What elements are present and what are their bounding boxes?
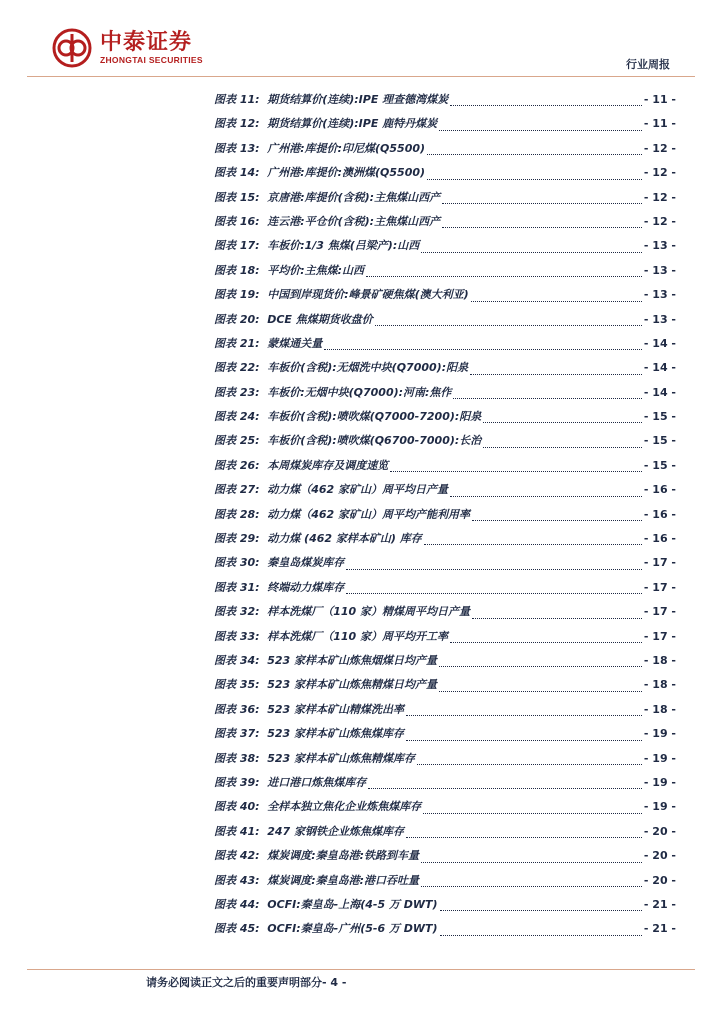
toc-entry[interactable] — [214, 530, 676, 554]
toc-entry-page: - 15 - — [643, 434, 676, 448]
toc-entry-label: 图表 31: — [214, 580, 260, 594]
toc-entry-title: 车板价:无烟中块(Q7000):河南:焦作 — [267, 385, 452, 399]
toc-entry-page: - 17 - — [643, 629, 676, 643]
toc-entry-page: - 20 - — [643, 849, 676, 863]
toc-entry-label: 图表 23: — [214, 385, 260, 399]
toc-entry[interactable] — [214, 286, 676, 310]
toc-entry[interactable] — [214, 140, 676, 164]
logo-chinese-name: 中泰证券 — [100, 29, 193, 55]
toc-entry-title: 523 家样本矿山炼焦精煤库存 — [267, 751, 416, 765]
toc-dot-leader — [483, 447, 642, 448]
table-of-figures — [214, 91, 676, 945]
toc-entry-label: 图表 37: — [214, 727, 260, 741]
toc-entry-spacer — [260, 654, 268, 667]
toc-dot-leader — [427, 179, 642, 180]
toc-entry-label: 图表 13: — [214, 141, 260, 155]
toc-entry-spacer — [260, 556, 268, 569]
toc-entry-page: - 12 - — [643, 214, 676, 228]
toc-entry[interactable] — [214, 579, 676, 603]
toc-entry-spacer — [260, 459, 268, 472]
toc-entry[interactable] — [214, 311, 676, 335]
toc-entry[interactable] — [214, 823, 676, 847]
toc-entry[interactable] — [214, 798, 676, 822]
toc-entry-page: - 21 - — [643, 897, 676, 911]
toc-entry[interactable] — [214, 164, 676, 188]
toc-entry[interactable] — [214, 701, 676, 725]
toc-entry-page: - 17 - — [643, 580, 676, 594]
toc-entry-label: 图表 40: — [214, 800, 260, 814]
toc-entry-title: 样本洗煤厂（110 家）精煤周平均日产量 — [267, 605, 471, 619]
toc-entry[interactable] — [214, 603, 676, 627]
toc-entry-spacer — [260, 727, 268, 740]
toc-entry-page: - 21 - — [643, 922, 676, 936]
toc-dot-leader — [346, 593, 642, 594]
toc-entry-page: - 17 - — [643, 605, 676, 619]
toc-entry-spacer — [260, 215, 268, 228]
toc-entry-page: - 20 - — [643, 824, 676, 838]
toc-entry[interactable] — [214, 262, 676, 286]
toc-entry-title: 523 家样本矿山炼焦精煤日均产量 — [267, 678, 438, 692]
toc-dot-leader — [472, 618, 642, 619]
toc-entry-page: - 18 - — [643, 702, 676, 716]
toc-entry[interactable] — [214, 384, 676, 408]
toc-entry-title: 期货结算价(连续):IPE 鹿特丹煤炭 — [267, 117, 438, 131]
toc-entry-page: - 19 - — [643, 775, 676, 789]
toc-entry[interactable] — [214, 554, 676, 578]
footer-notice: 请务必阅读正文之后的重要声明部分- 4 - — [146, 976, 347, 989]
toc-entry[interactable] — [214, 725, 676, 749]
toc-entry-page: - 14 - — [643, 385, 676, 399]
toc-dot-leader — [439, 666, 642, 667]
toc-entry-page: - 13 - — [643, 239, 676, 253]
toc-entry-title: 523 家样本矿山炼焦烟煤日均产量 — [267, 653, 438, 667]
toc-dot-leader — [368, 788, 642, 789]
toc-dot-leader — [375, 325, 642, 326]
toc-entry-title: 样本洗煤厂（110 家）周平均开工率 — [267, 629, 449, 643]
toc-dot-leader — [471, 301, 642, 302]
toc-entry-label: 图表 16: — [214, 214, 260, 228]
toc-entry-label: 图表 43: — [214, 873, 260, 887]
toc-entry[interactable] — [214, 847, 676, 871]
toc-entry-spacer — [260, 264, 268, 277]
toc-entry-title: 平均价:主焦煤:山西 — [267, 263, 365, 277]
toc-dot-leader — [439, 130, 642, 131]
toc-entry-title: 247 家钢铁企业炼焦煤库存 — [267, 824, 405, 838]
toc-entry[interactable] — [214, 432, 676, 456]
toc-entry-spacer — [260, 532, 268, 545]
toc-entry-label: 图表 36: — [214, 702, 260, 716]
toc-entry-title: 523 家样本矿山精煤洗出率 — [267, 702, 405, 716]
toc-entry-page: - 13 - — [643, 263, 676, 277]
toc-entry-title: DCE 焦煤期货收盘价 — [267, 312, 373, 326]
toc-dot-leader — [424, 544, 642, 545]
toc-entry-spacer — [260, 434, 268, 447]
toc-entry-label: 图表 14: — [214, 166, 260, 180]
toc-entry-title: 全样本独立焦化企业炼焦煤库存 — [267, 800, 422, 814]
toc-entry[interactable] — [214, 896, 676, 920]
toc-entry-page: - 15 - — [643, 410, 676, 424]
toc-entry-page: - 18 - — [643, 678, 676, 692]
toc-dot-leader — [472, 520, 642, 521]
toc-entry-page: - 12 - — [643, 166, 676, 180]
toc-entry[interactable] — [214, 91, 676, 115]
toc-dot-leader — [483, 422, 642, 423]
toc-entry-label: 图表 32: — [214, 605, 260, 619]
toc-entry-title: 523 家样本矿山炼焦煤库存 — [267, 727, 405, 741]
toc-dot-leader — [450, 105, 642, 106]
toc-entry-page: - 14 - — [643, 361, 676, 375]
toc-dot-leader — [406, 740, 642, 741]
toc-dot-leader — [421, 886, 642, 887]
toc-entry-label: 图表 41: — [214, 824, 260, 838]
toc-entry[interactable] — [214, 408, 676, 432]
toc-entry-title: 动力煤（462 家矿山）周平均日产量 — [267, 483, 449, 497]
logo-english-name: ZHONGTAI SECURITIES — [100, 54, 203, 65]
toc-entry[interactable] — [214, 750, 676, 774]
toc-dot-leader — [406, 715, 642, 716]
toc-entry-spacer — [260, 825, 268, 838]
toc-entry-title: 煤炭调度:秦皇岛港:港口吞吐量 — [267, 873, 420, 887]
toc-entry-page: - 13 - — [643, 312, 676, 326]
toc-entry-label: 图表 45: — [214, 922, 260, 936]
toc-entry-title: 动力煤（462 家矿山）周平均产能利用率 — [267, 507, 471, 521]
toc-dot-leader — [450, 642, 642, 643]
toc-dot-leader — [417, 764, 642, 765]
toc-dot-leader — [450, 496, 642, 497]
toc-entry-spacer — [260, 630, 268, 643]
toc-entry-title: 车板价(含税):喷吹煤(Q7000-7200):阳泉 — [267, 410, 482, 424]
toc-entry[interactable] — [214, 774, 676, 798]
toc-entry-title: 广州港:库提价:澳洲煤(Q5500) — [267, 166, 426, 180]
toc-entry[interactable] — [214, 359, 676, 383]
toc-entry-title: 本周煤炭库存及调度速览 — [267, 458, 389, 472]
logo-text — [100, 31, 203, 66]
toc-entry-title: 秦皇岛煤炭库存 — [267, 556, 345, 570]
toc-entry-label: 图表 27: — [214, 483, 260, 497]
toc-dot-leader — [406, 837, 642, 838]
toc-dot-leader — [440, 935, 642, 936]
toc-entry-label: 图表 25: — [214, 434, 260, 448]
toc-entry-label: 图表 35: — [214, 678, 260, 692]
toc-entry[interactable] — [214, 213, 676, 237]
toc-entry-title: 期货结算价(连续):IPE 理查德湾煤炭 — [267, 93, 449, 106]
toc-entry-spacer — [260, 898, 268, 911]
toc-entry-label: 图表 15: — [214, 190, 260, 204]
toc-dot-leader — [453, 398, 641, 399]
toc-entry-title: 蒙煤通关量 — [267, 336, 323, 350]
toc-entry-title: 连云港:平仓价(含税):主焦煤山西产 — [267, 214, 441, 228]
toc-entry-label: 图表 33: — [214, 629, 260, 643]
toc-entry-page: - 16 - — [643, 532, 676, 546]
toc-entry-label: 图表 42: — [214, 849, 260, 863]
toc-dot-leader — [421, 252, 642, 253]
toc-entry-page: - 19 - — [643, 727, 676, 741]
toc-entry-page: - 12 - — [643, 141, 676, 155]
toc-entry-label: 图表 11: — [214, 93, 260, 106]
toc-dot-leader — [324, 349, 642, 350]
toc-dot-leader — [442, 203, 642, 204]
toc-entry-spacer — [260, 386, 268, 399]
toc-entry-label: 图表 20: — [214, 312, 260, 326]
toc-entry-spacer — [260, 313, 268, 326]
toc-entry[interactable] — [214, 189, 676, 213]
company-logo — [52, 28, 203, 68]
toc-entry[interactable] — [214, 506, 676, 530]
toc-entry-page: - 13 - — [643, 288, 676, 302]
toc-entry-spacer — [260, 776, 268, 789]
toc-entry-page: - 19 - — [643, 800, 676, 814]
toc-entry-label: 图表 28: — [214, 507, 260, 521]
toc-entry-label: 图表 19: — [214, 288, 260, 302]
toc-entry-spacer — [260, 361, 268, 374]
footer-divider — [27, 969, 695, 970]
toc-entry-title: OCFI:秦皇岛-上海(4-5 万 DWT) — [267, 897, 438, 911]
toc-entry-page: - 12 - — [643, 190, 676, 204]
toc-entry[interactable] — [214, 920, 676, 944]
toc-entry[interactable] — [214, 237, 676, 261]
toc-entry-title: OCFI:秦皇岛-广州(5-6 万 DWT) — [267, 922, 438, 936]
toc-entry-spacer — [260, 800, 268, 813]
toc-entry-page: - 11 - — [643, 117, 676, 131]
toc-entry-label: 图表 39: — [214, 775, 260, 789]
toc-entry-label: 图表 29: — [214, 532, 260, 546]
toc-dot-leader — [440, 910, 642, 911]
toc-entry-spacer — [260, 922, 268, 935]
toc-entry-page: - 11 - — [643, 93, 676, 106]
toc-entry[interactable] — [214, 481, 676, 505]
toc-entry-title: 车板价:1/3 焦煤(吕梁产):山西 — [267, 239, 420, 253]
toc-entry[interactable] — [214, 628, 676, 652]
toc-dot-leader — [442, 227, 642, 228]
zhongtai-logo-icon — [52, 28, 92, 68]
toc-entry-spacer — [260, 337, 268, 350]
toc-entry-spacer — [260, 508, 268, 521]
toc-entry-label: 图表 22: — [214, 361, 260, 375]
toc-entry[interactable] — [214, 872, 676, 896]
toc-entry-page: - 14 - — [643, 336, 676, 350]
toc-dot-leader — [423, 813, 642, 814]
toc-dot-leader — [470, 374, 642, 375]
toc-entry-spacer — [260, 605, 268, 618]
toc-entry-title: 广州港:库提价:印尼煤(Q5500) — [267, 141, 426, 155]
report-type-label: 行业周报 — [626, 58, 670, 71]
toc-entry-label: 图表 38: — [214, 751, 260, 765]
toc-entry-page: - 19 - — [643, 751, 676, 765]
toc-entry-title: 京唐港:库提价(含税):主焦煤山西产 — [267, 190, 441, 204]
toc-entry-title: 车板价(含税):喷吹煤(Q6700-7000):长治 — [267, 434, 482, 448]
toc-entry-label: 图表 24: — [214, 410, 260, 424]
toc-entry-label: 图表 18: — [214, 263, 260, 277]
toc-entry-page: - 20 - — [643, 873, 676, 887]
toc-entry[interactable] — [214, 335, 676, 359]
toc-entry-spacer — [260, 703, 268, 716]
toc-entry-title: 动力煤 (462 家样本矿山) 库存 — [267, 532, 422, 546]
toc-entry-label: 图表 21: — [214, 336, 260, 350]
toc-entry-page: - 17 - — [643, 556, 676, 570]
toc-entry-spacer — [260, 678, 268, 691]
toc-entry-label: 图表 30: — [214, 556, 260, 570]
toc-entry-label: 图表 17: — [214, 239, 260, 253]
toc-entry-page: - 15 - — [643, 458, 676, 472]
toc-dot-leader — [346, 569, 642, 570]
toc-dot-leader — [439, 691, 642, 692]
toc-entry-spacer — [260, 239, 268, 252]
header-divider — [27, 76, 695, 77]
toc-dot-leader — [421, 862, 642, 863]
toc-entry-spacer — [260, 288, 268, 301]
toc-entry-page: - 18 - — [643, 653, 676, 667]
toc-entry-title: 煤炭调度:秦皇岛港:铁路到车量 — [267, 849, 420, 863]
toc-entry-spacer — [260, 410, 268, 423]
toc-entry[interactable] — [214, 676, 676, 700]
toc-entry[interactable] — [214, 115, 676, 139]
toc-entry-label: 图表 34: — [214, 653, 260, 667]
toc-dot-leader — [366, 276, 642, 277]
toc-dot-leader — [427, 154, 642, 155]
toc-entry-spacer — [260, 483, 268, 496]
page-header — [0, 0, 724, 80]
toc-entry-label: 图表 44: — [214, 897, 260, 911]
toc-entry-spacer — [260, 581, 268, 594]
toc-entry-title: 终端动力煤库存 — [267, 580, 345, 594]
toc-entry-title: 中国到岸现货价:峰景矿硬焦煤(澳大利亚) — [267, 288, 469, 302]
toc-entry-title: 进口港口炼焦煤库存 — [267, 775, 367, 789]
toc-entry-page: - 16 - — [643, 507, 676, 521]
toc-entry-title: 车板价(含税):无烟洗中块(Q7000):阳泉 — [267, 361, 469, 375]
toc-entry-label: 图表 26: — [214, 458, 260, 472]
toc-dot-leader — [390, 471, 642, 472]
toc-entry-spacer — [260, 752, 268, 765]
toc-entry[interactable] — [214, 457, 676, 481]
toc-entry-label: 图表 12: — [214, 117, 260, 131]
toc-entry-page: - 16 - — [643, 483, 676, 497]
toc-entry[interactable] — [214, 652, 676, 676]
